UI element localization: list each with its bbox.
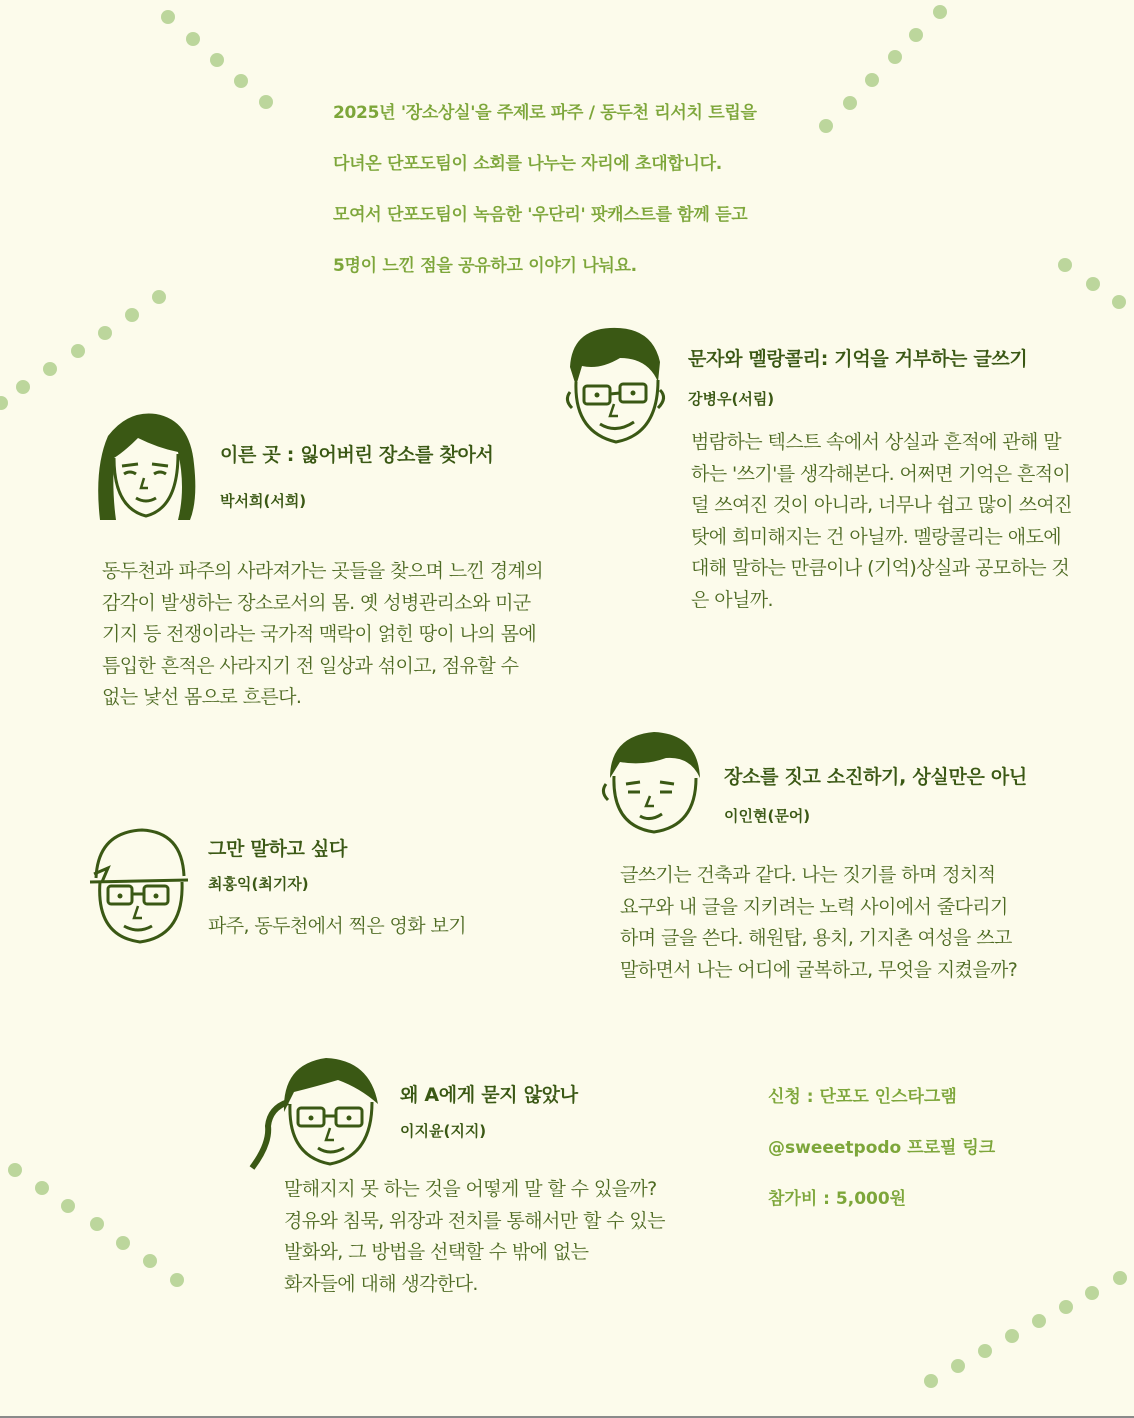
description-line: 글쓰기는 건축과 같다. 나는 짓기를 하며 정치적 [620, 864, 996, 886]
speaker-name: 강병우(서림) [688, 390, 775, 408]
description-line: 대해 말하는 만큼이나 (기억)상실과 공모하는 것 [691, 557, 1070, 579]
session-description [691, 427, 1072, 616]
description-line: 화자들에 대해 생각한다. [284, 1272, 478, 1295]
description-line: 틈입한 흔적은 사라지기 전 일상과 섞이고, 점유할 수 [102, 654, 519, 677]
registration-info [768, 1082, 995, 1235]
description-line: 하며 글을 쓴다. 해원탑, 용치, 기지촌 여성을 쓰고 [620, 927, 1012, 949]
session-description [284, 1174, 665, 1300]
description-line: 덜 쓰여진 것이 아니라, 너무나 쉽고 많이 쓰여진 [691, 494, 1072, 516]
session-title: 그만 말하고 싶다 [208, 838, 348, 860]
description-line: 요구와 내 글을 지키려는 노력 사이에서 줄다리기 [620, 895, 1008, 918]
session-description [620, 860, 1017, 986]
intro-text [333, 98, 793, 302]
session-title: 장소를 짓고 소진하기, 상실만은 아닌 [724, 766, 1027, 788]
avatar-choi-hongik [86, 826, 192, 948]
description-line: 경유와 침묵, 위장과 전치를 통해서만 할 수 있는 [284, 1209, 665, 1232]
apply-info: 신청 : 단포도 인스타그램 [768, 1087, 957, 1107]
avatar-lee-inhyeon [600, 726, 706, 838]
speaker-name: 이지윤(지지) [400, 1122, 487, 1140]
fee-info: 참가비 : 5,000원 [768, 1189, 907, 1209]
intro-line: 5명이 느낀 점을 공유하고 이야기 나눠요. [333, 256, 637, 276]
intro-line: 모여서 단포도팀이 녹음한 '우단리' 팟캐스트를 함께 듣고 [333, 205, 748, 225]
intro-line: 2025년 '장소상실'을 주제로 파주 / 동두천 리서치 트립을 [333, 103, 757, 123]
avatar-kang-byeongwoo [560, 322, 672, 450]
description-line: 감각이 발생하는 장소로서의 몸. 옛 성병관리소와 미군 [102, 591, 531, 614]
description-line: 은 아닐까. [691, 588, 773, 611]
session-description [102, 556, 543, 714]
avatar-park-seohee [94, 408, 200, 528]
speaker-name: 최홍익(최기자) [208, 875, 309, 893]
description-line: 말해지지 못 하는 것을 어떻게 말 할 수 있을까? [284, 1178, 657, 1200]
instagram-link[interactable]: @sweeetpodo 프로필 링크 [768, 1138, 996, 1158]
avatar-lee-jiyun [248, 1052, 390, 1172]
description-line: 하는 '쓰기'를 생각해본다. 어쩌면 기억은 흔적이 [691, 462, 1071, 485]
description-line: 동두천과 파주의 사라져가는 곳들을 찾으며 느낀 경계의 [102, 560, 543, 582]
description-line: 탓에 희미해지는 건 아닐까. 멜랑콜리는 애도에 [691, 525, 1061, 548]
session-title: 이른 곳 : 잃어버린 장소를 찾아서 [220, 444, 494, 466]
description-line: 기지 등 전쟁이라는 국가적 맥락이 얽힌 땅이 나의 몸에 [102, 623, 537, 645]
session-title: 왜 A에게 묻지 않았나 [400, 1084, 578, 1106]
speaker-name: 이인현(문어) [724, 807, 811, 825]
description-line: 파주, 동두천에서 찍은 영화 보기 [208, 915, 467, 937]
description-line: 발화와, 그 방법을 선택할 수 밖에 없는 [284, 1241, 589, 1263]
intro-line: 다녀온 단포도팀이 소회를 나누는 자리에 초대합니다. [333, 154, 722, 174]
description-line: 범람하는 텍스트 속에서 상실과 흔적에 관해 말 [691, 431, 1061, 453]
session-description [208, 911, 466, 943]
description-line: 없는 낯선 몸으로 흐른다. [102, 686, 302, 708]
speaker-name: 박서희(서희) [220, 492, 307, 510]
description-line: 말하면서 나는 어디에 굴복하고, 무엇을 지켰을까? [620, 958, 1018, 981]
session-title: 문자와 멜랑콜리: 기억을 거부하는 글쓰기 [688, 348, 1028, 370]
